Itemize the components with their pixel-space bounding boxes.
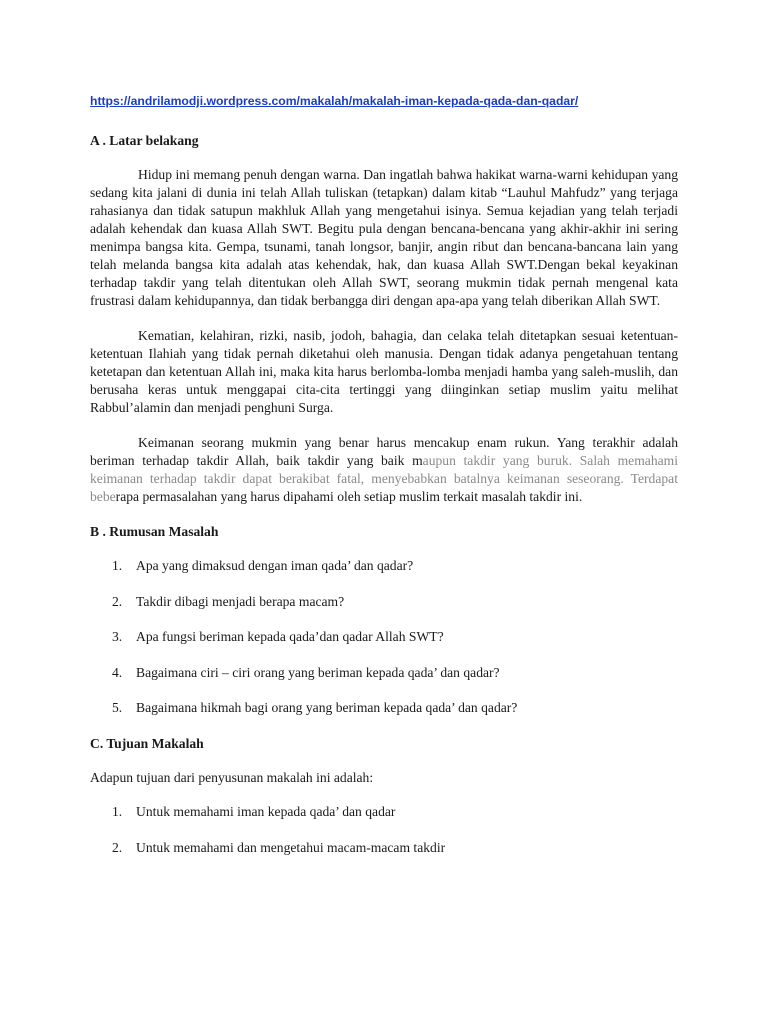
list-text: Untuk memahami dan mengetahui macam-macam takdir (136, 839, 446, 855)
paragraph-3 (90, 434, 678, 506)
list-number: 4. (112, 664, 123, 680)
paragraph-3-part-1: Keimanan seorang mukmin yang benar harus mencakup enam rukun. Yang terakhir adalah beriman terhadap takdir Allah, baik takdir yang baik m (90, 435, 678, 468)
list-text: Apa yang dimaksud dengan iman qada’ dan qadar? (136, 558, 414, 573)
list-text: Untuk memahami iman kepada qada’ dan qadar (136, 803, 396, 819)
heading-rumusan-masalah: B . Rumusan Masalah (90, 524, 219, 539)
paragraph-2: Kematian, kelahiran, rizki, nasib, jodoh, bahagia, dan celaka telah ditetapkan sesuai ketentuan-ketentuan Ilahiah yang tidak pernah diketahui oleh manusia. Dengan tidak adanya pengetahuan tentang ketetapan dan ketentuan Allah ini, maka kita harus berlomba-lomba menjadi hamba yang saleh-muslih, dan berusaha keras untuk menggapai cita-cita tertinggi yang diinginkan setiap muslim yaitu melihat Rabbul’alamin dan menjadi penghuni Surga. (90, 328, 678, 415)
paragraph-3-part-3: rapa permasalahan yang harus dipahami oleh setiap muslim terkait masalah takdir ini. (115, 489, 583, 504)
list-text: Bagaimana ciri – ciri orang yang beriman kepada qada’ dan qadar? (136, 664, 500, 680)
heading-tujuan-makalah: C. Tujuan Makalah (90, 735, 204, 751)
list-number: 5. (112, 700, 123, 716)
list-text: Apa fungsi beriman kepada qada’dan qadar Allah SWT? (136, 629, 444, 645)
list-text: Bagaimana hikmah bagi orang yang beriman kepada qada’ dan qadar? (136, 700, 518, 716)
list-item (90, 803, 678, 821)
list-item (90, 839, 678, 857)
rumusan-masalah-list (90, 557, 678, 717)
paragraph-1: Hidup ini memang penuh dengan warna. Dan ingatlah bahwa hakikat warna-warni kehidupan yang sedang kita jalani di dunia ini telah Allah tuliskan (tetapkan) dalam kitab “Lauhul Mahfudz” yang terjaga rahasianya dan tidak satupun makhluk Allah yang mengetahui isinya. Semua kejadian yang telah terjadi adalah kehendak dan kuasa Allah SWT. Begitu pula dengan bencana-bencana yang akhir-akhir ini sering menimpa bangsa kita. Gempa, tsunami, tanah longsor, banjir, angin ribut dan bencana-bancana lain yang telah melanda bangsa kita adalah atas kehendak, hak, dan kuasa Allah SWT.Dengan bekal keyakinan terhadap takdir yang telah ditentukan oleh Allah SWT, seorang mukmin tidak pernah mengenal kata frustrasi dalam kehidupannya, dan tidak berbangga diri dengan apa-apa yang telah diberikan Allah SWT. (90, 167, 678, 308)
list-item (90, 593, 678, 611)
heading-latar-belakang: A . Latar belakang (90, 133, 199, 148)
list-item (90, 628, 678, 646)
list-number: 2. (112, 839, 123, 855)
list-item (90, 699, 678, 717)
list-text: Takdir dibagi menjadi berapa macam? (136, 593, 345, 609)
source-link[interactable]: https://andrilamodji.wordpress.com/makalah/makalah-iman-kepada-qada-dan-qadar/ (90, 94, 579, 108)
list-number: 1. (112, 803, 123, 819)
list-number: 2. (112, 593, 123, 609)
list-item (90, 557, 678, 575)
document-page (90, 92, 678, 874)
paragraph-3-faded-text: aupun takdir yang buruk. Salah memahami keimanan terhadap takdir dapat berakibat fatal, menyebabkan batalnya keimanan seseorang. Terdapat bebe (90, 453, 678, 504)
list-item (90, 664, 678, 682)
list-number: 1. (112, 558, 123, 573)
tujuan-intro: Adapun tujuan dari penyusunan makalah ini adalah: (90, 769, 374, 785)
list-number: 3. (112, 629, 123, 645)
tujuan-makalah-list (90, 803, 678, 857)
